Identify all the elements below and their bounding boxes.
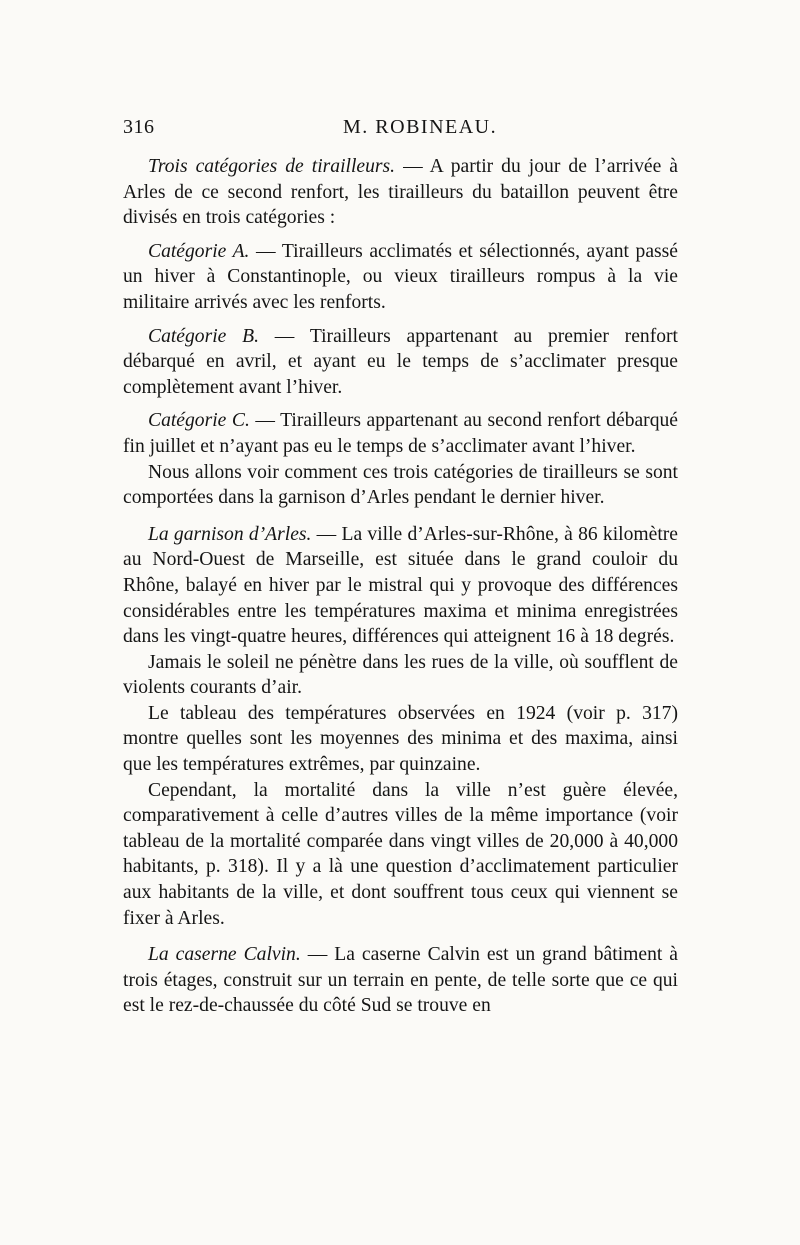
paragraph-heading: La garnison d’Arles.	[148, 523, 312, 545]
paragraph-garrison-arles	[123, 522, 678, 650]
paragraph-text: — La ville d’Arles-sur-Rhône, à 86 kilomètre au Nord-Ouest de Marseille, est située dans le grand couloir du Rhône, balayé en hiver par le mistral qui y provoque des différences considérables entre les températures maxima et minima enregistrées dans les vingt-quatre heures, différences qui atteignent 16 à 18 degrés.	[123, 523, 678, 648]
paragraph-categories-intro	[123, 154, 678, 231]
paragraph-text: — Tirailleurs acclimatés et sélectionnés, ayant passé un hiver à Constantinople, ou vieux tirailleurs rompus à la vie militaire arrivés avec les renforts.	[123, 240, 678, 313]
running-head: M. ROBINEAU.	[343, 116, 498, 138]
paragraph-text: Cependant, la mortalité dans la ville n’est guère élevée, comparativement à celle d’autres villes de la même importance (voir tableau de la mortalité comparée dans vingt villes de 20,000 à 40,000 habitants, p. 318). Il y a là une question d’acclimatement particulier aux habitants de la ville, et dont souffrent tous ceux qui viennent se fixer à Arles.	[123, 779, 678, 929]
paragraph-category-a	[123, 239, 678, 316]
page-header	[123, 116, 683, 146]
paragraph-text: — Tirailleurs appartenant au premier renfort débarqué en avril, et ayant eu le temps de s’acclimater presque complètement avant l’hiver.	[123, 325, 678, 398]
paragraph-category-b	[123, 324, 678, 401]
paragraph-heading: La caserne Calvin.	[148, 944, 301, 966]
paragraph-text: — Tirailleurs appartenant au second renfort débarqué fin juillet et n’ayant pas eu le temps de s’acclimater avant l’hiver.	[123, 410, 679, 457]
paragraph-comparison	[123, 460, 678, 511]
paragraph-text: — A partir du jour de l’arrivée à Arles de ce second renfort, les tirailleurs du bataillon peuvent être divisés en trois catégories :	[123, 156, 678, 229]
paragraph-sun-winds	[123, 650, 678, 701]
paragraph-temperatures	[123, 701, 678, 778]
paragraph-text: Le tableau des températures observées en 1924 (voir p. 317) montre quelles sont les moyennes des minima et des maxima, ainsi que les températures extrêmes, par quinzaine.	[123, 702, 678, 776]
paragraph-caserne-calvin	[123, 942, 678, 1019]
page-number: 316	[123, 116, 155, 138]
paragraph-text: — La caserne Calvin est un grand bâtiment à trois étages, construit sur un terrain en pente, de telle sorte que ce qui est le rez-de-chaussée du côté Sud se trouve en	[123, 944, 678, 1017]
paragraph-text: Nous allons voir comment ces trois catégories de tirailleurs se sont comportées dans la garnison d’Arles pendant le dernier hiver.	[123, 461, 678, 509]
page-body	[123, 154, 678, 1019]
paragraph-heading: Trois catégories de tirailleurs.	[148, 156, 396, 177]
paragraph-mortality	[123, 778, 678, 932]
paragraph-text: Jamais le soleil ne pénètre dans les rues de la ville, où soufflent de violents courants d’air.	[123, 651, 678, 699]
paragraph-category-c	[123, 408, 678, 459]
paragraph-heading: Catégorie C.	[148, 410, 250, 432]
paragraph-heading: Catégorie A.	[148, 240, 250, 262]
paragraph-heading: Catégorie B.	[148, 325, 260, 347]
